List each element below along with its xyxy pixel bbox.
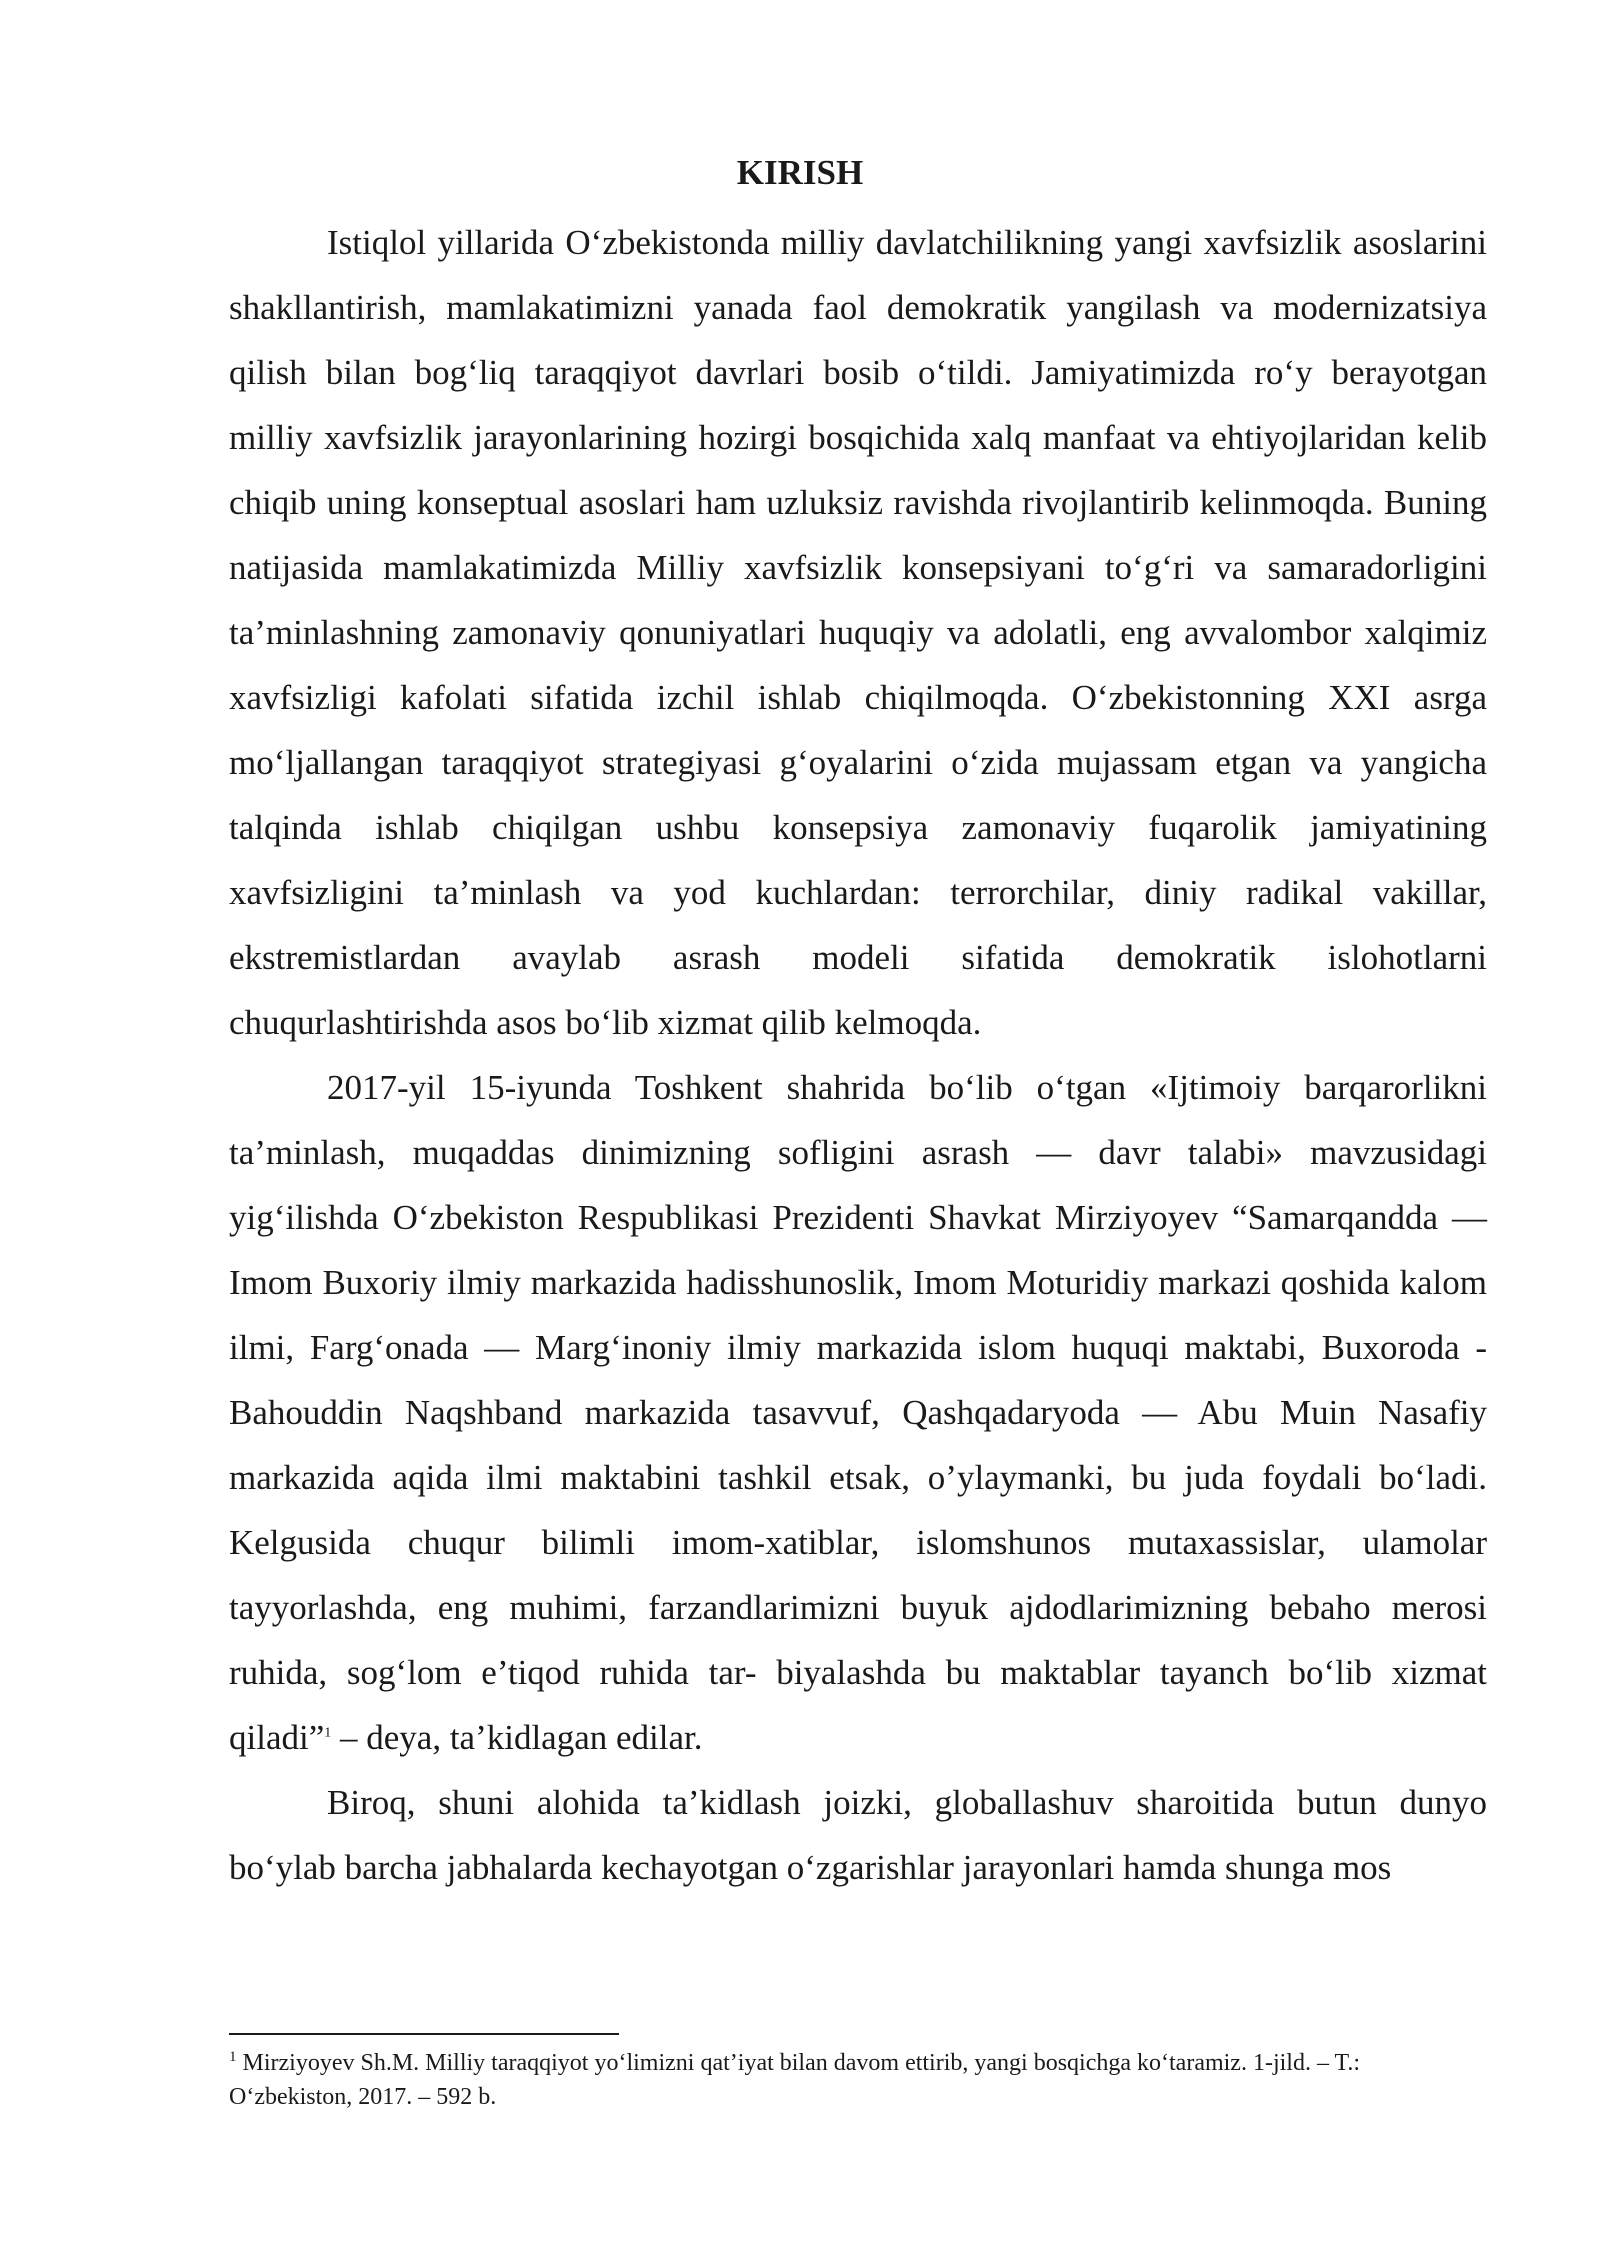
paragraph-2-tail: – deya, ta’kidlagan edilar. — [331, 1718, 703, 1757]
paragraph-2 — [229, 1055, 1487, 1770]
paragraph-3: Biroq, shuni alohida ta’kidlash joizki, globallashuv sharoitida butun dunyo bo‘ylab barcha jabhalarda kechayotgan o‘zgarishlar jarayonlari hamda shunga mos — [229, 1783, 1487, 1887]
paragraph-1: Istiqlol yillarida O‘zbekistonda milliy davlatchilikning yangi xavfsizlik asoslarini shakllantirish, mamlakatimizni yanada faol demokratik yangilash va modernizatsiya qilish bilan bog‘liq taraqqiyot davrlari bosib o‘tildi. Jamiyatimizda ro‘y berayotgan milliy xavfsizlik jarayonlarining hozirgi bosqichida xalq manfaat va ehtiyojlaridan kelib chiqib uning konseptual asoslari ham uzluksiz ravishda rivojlantirib kelinmoqda. Buning natijasida mamlakatimizda Milliy xavfsizlik konsepsiyani to‘g‘ri va samaradorligini ta’minlashning zamonaviy qonuniyatlari huquqiy va adolatli, eng avvalombor xalqimiz xavfsizligi kafolati sifatida izchil ishlab chiqilmoqda. O‘zbekistonning XXI asrga mo‘ljallangan taraqqiyot strategiyasi g‘oyalarini o‘zida mujassam etgan va yangicha talqinda ishlab chiqilgan ushbu konsepsiya zamonaviy fuqarolik jamiyatining xavfsizligini ta’minlash va yod kuchlardan: terrorchilar, diniy radikal vakillar, ekstremistlardan avaylab asrash modeli sifatida demokratik islohotlarni chuqurlashtirishda asos bo‘lib xizmat qilib kelmoqda. — [229, 223, 1487, 1042]
footnote-reference[interactable]: 1 — [324, 1725, 332, 1741]
footnote-text: Mirziyoyev Sh.M. Milliy taraqqiyot yo‘limizni qat’iyat bilan davom ettirib, yangi bosqichga ko‘taramiz. 1-jild. – T.: O‘zbekiston, 2017. – 592 b. — [229, 2050, 1361, 2110]
page-title: KIRISH — [736, 153, 864, 192]
paragraph-2-text: 2017-yil 15-iyunda Toshkent shahrida bo‘lib o‘tgan «Ijtimoiy barqarorlikni ta’minlash, muqaddas dinimizning sofligini asrash — davr talabi» mavzusidagi yig‘ilishda O‘zbekiston Respublikasi Prezidenti Shavkat Mirziyoyev “Samarqandda — Imom Buxoriy ilmiy markazida hadisshunoslik, Imom Moturidiy markazi qoshida kalom ilmi, Farg‘onada — Marg‘inoniy ilmiy markazida islom huquqi maktabi, Buxoroda - Bahouddin Naqshband markazida tasavvuf, Qashqadaryoda — Abu Muin Nasafiy markazida aqida ilmi maktabini tashkil etsak, o’ylaymanki, bu juda foydali bo‘ladi. Kelgusida chuqur bilimli imom-xatiblar, islomshunos mutaxassislar, ulamolar tayyorlashda, eng muhimi, farzandlarimizni buyuk ajdodlarimizning bebaho merosi ruhida, sog‘lom e’tiqod ruhida tar- biyalashda bu maktablar tayanch bo‘lib xizmat qiladi” — [229, 1068, 1487, 1757]
footnote — [229, 2046, 1487, 2114]
body-text — [229, 210, 1487, 1900]
footnote-separator — [229, 2033, 619, 2035]
footnote-number: 1 — [229, 2049, 237, 2065]
